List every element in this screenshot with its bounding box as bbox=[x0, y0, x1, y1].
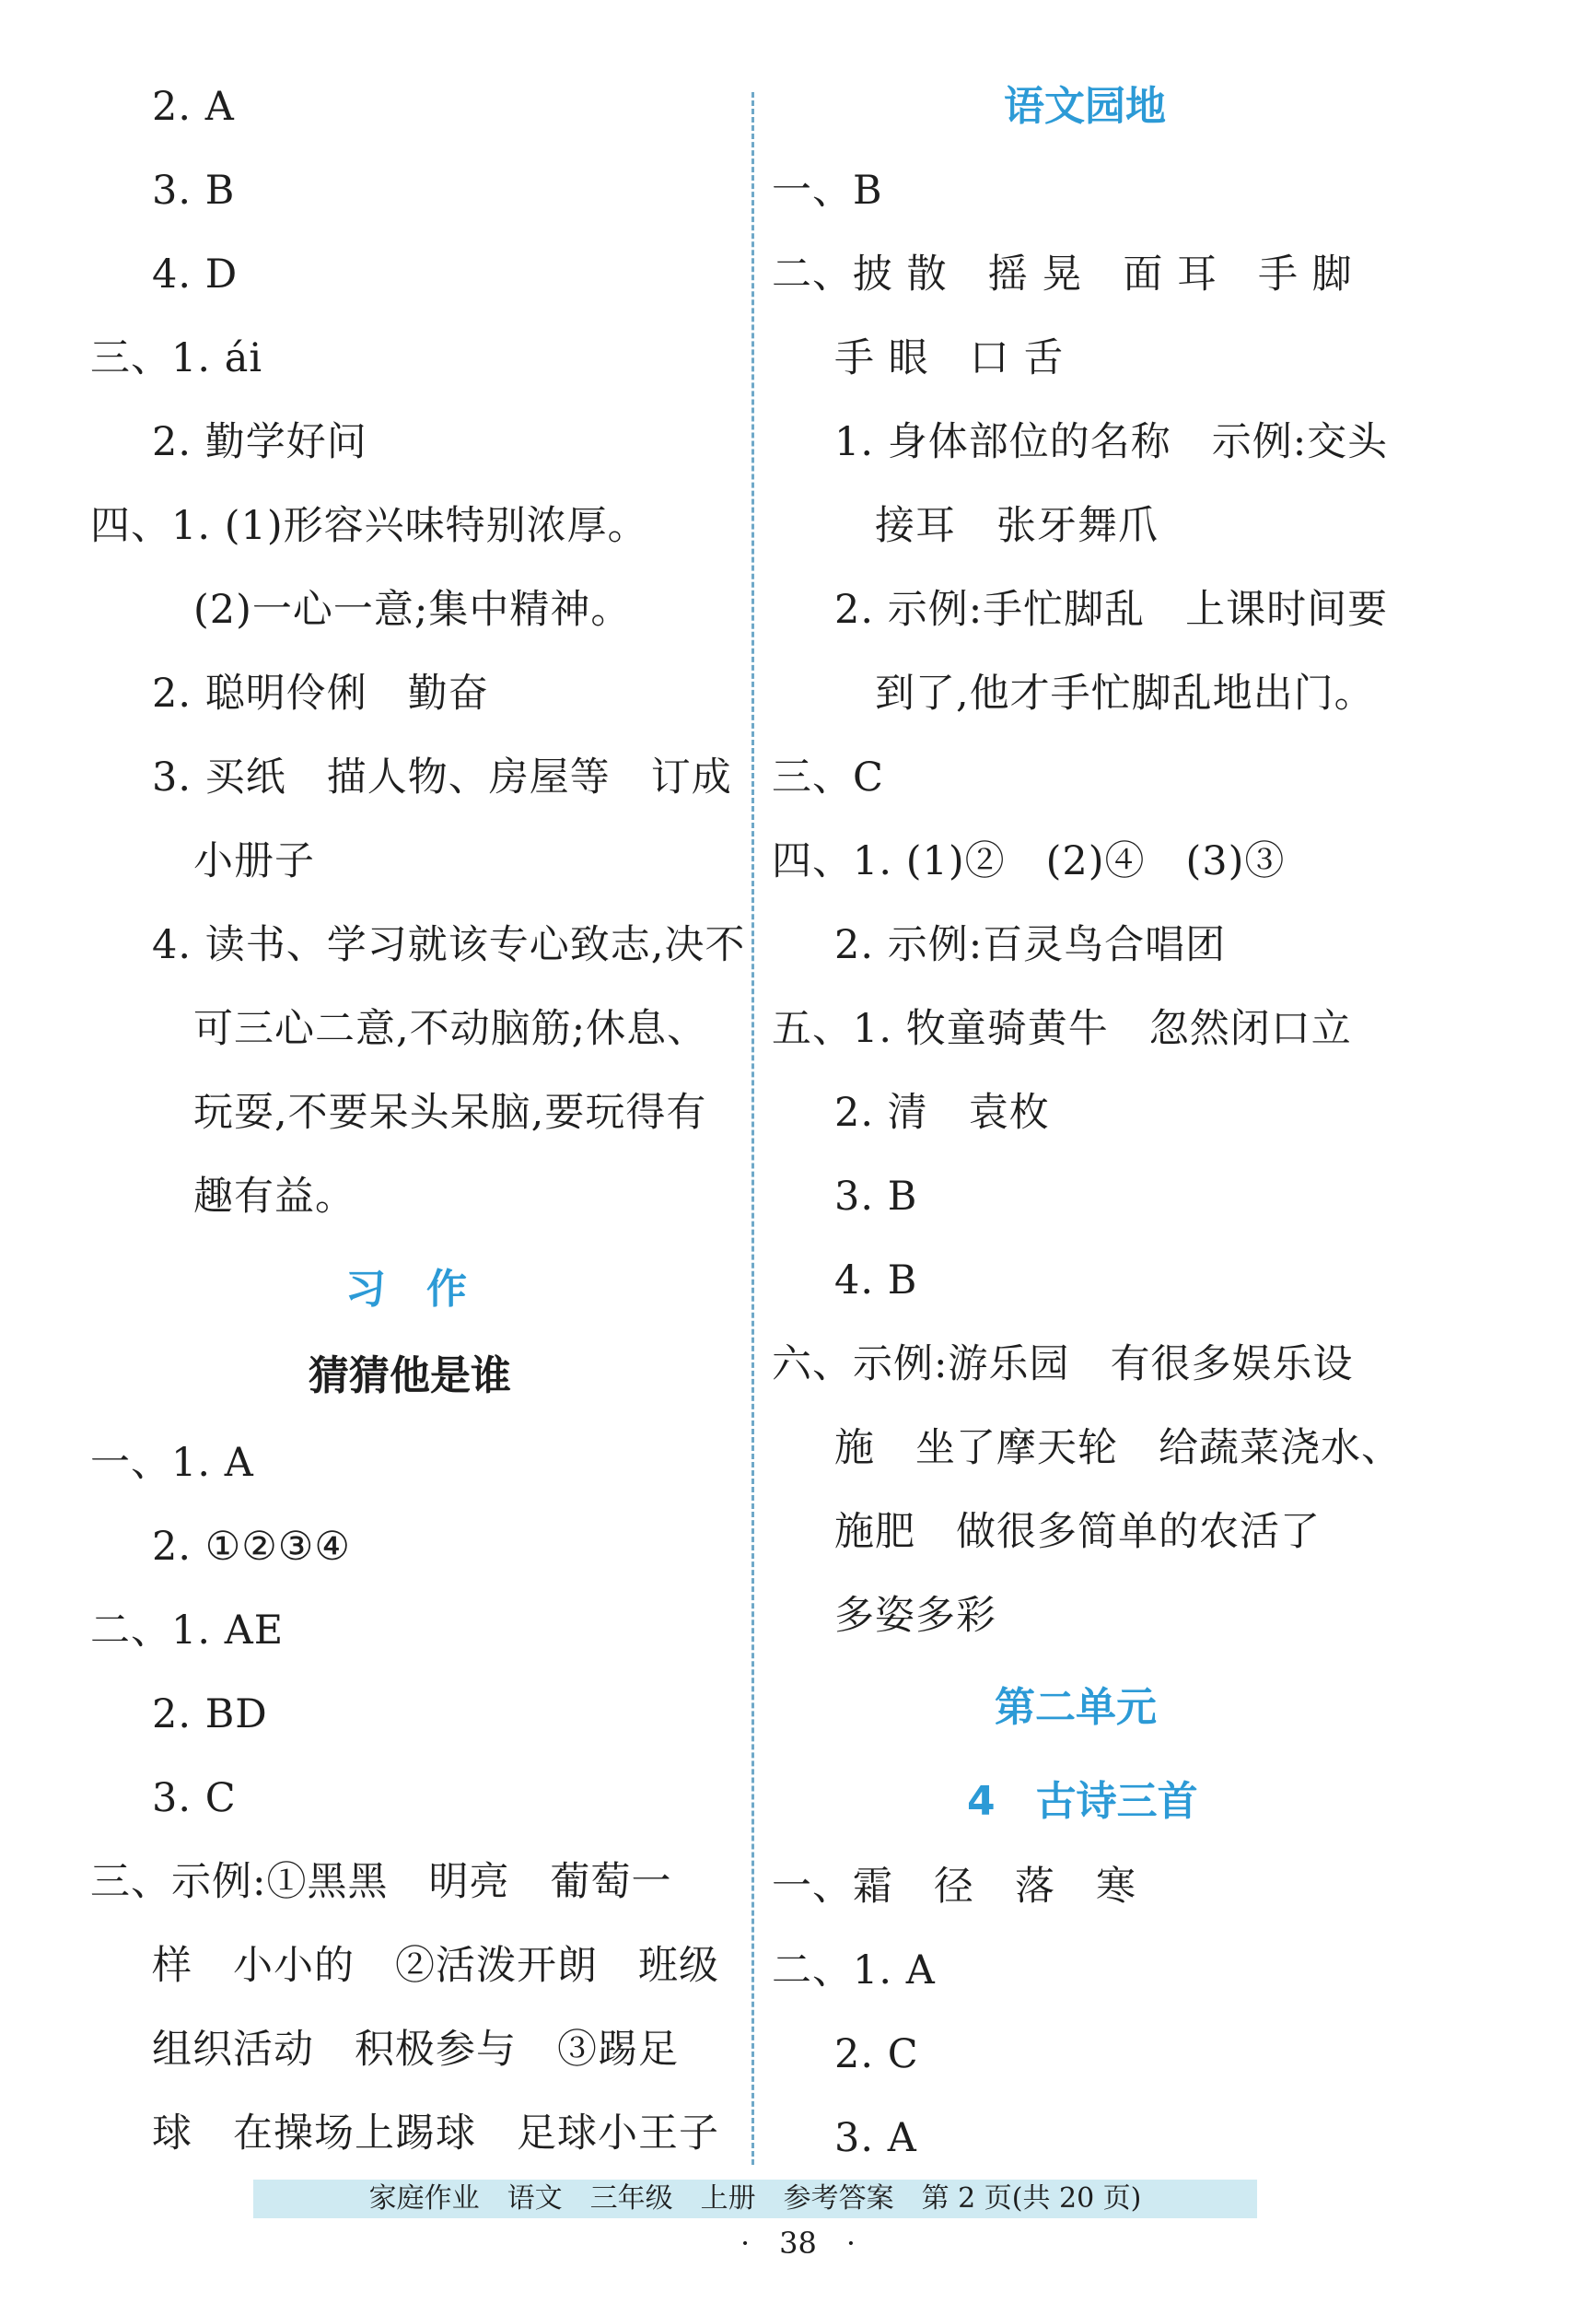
answer-line: 三、示例:①黑黑 明亮 葡萄一 bbox=[90, 1859, 672, 1905]
section-heading-xizuo: 习 作 bbox=[345, 1266, 467, 1313]
answer-line: 4. D bbox=[152, 251, 239, 298]
answer-line: 一、1. A bbox=[90, 1440, 254, 1486]
answer-line: 4. 读书、学习就该专心致志,决不 bbox=[152, 922, 746, 968]
answer-line: 二、1. A bbox=[772, 1947, 936, 1993]
answer-line: 可三心二意,不动脑筋;休息、 bbox=[193, 1006, 708, 1052]
answer-line: 玩耍,不要呆头呆脑,要玩得有 bbox=[193, 1090, 707, 1136]
answer-line: 3. 买纸 描人物、房屋等 订成 bbox=[152, 754, 732, 801]
answer-line: 趣有益。 bbox=[193, 1174, 355, 1220]
answer-line: 小册子 bbox=[193, 838, 315, 884]
answer-line: 三、C bbox=[772, 754, 884, 801]
answer-line: 六、示例:游乐园 有很多娱乐设 bbox=[772, 1341, 1354, 1387]
answer-line: 手 眼 口 舌 bbox=[834, 335, 1065, 381]
answer-line: (2)一心一意;集中精神。 bbox=[193, 587, 632, 633]
answer-line: 四、1. (1)② (2)④ (3)③ bbox=[772, 838, 1286, 884]
answer-line: 样 小小的 ②活泼开朗 班级 bbox=[152, 1943, 719, 1989]
answer-line: 一、B bbox=[772, 168, 883, 214]
answer-line: 到了,他才手忙脚乱地出门。 bbox=[875, 671, 1375, 717]
answer-line: 2. 勤学好问 bbox=[152, 419, 367, 465]
answer-line: 一、霜 径 落 寒 bbox=[772, 1864, 1136, 1910]
answer-line: 2. 聪明伶俐 勤奋 bbox=[152, 671, 489, 717]
section-heading-yuwen-yuandi: 语文园地 bbox=[1004, 83, 1166, 130]
answer-line: 二、1. AE bbox=[90, 1608, 285, 1654]
answer-line: 球 在操场上踢球 足球小王子 bbox=[152, 2110, 719, 2157]
answer-line: 2. A bbox=[152, 84, 235, 130]
answer-line: 3. C bbox=[152, 1775, 237, 1821]
column-divider bbox=[751, 92, 754, 2165]
answer-line: 2. C bbox=[834, 2031, 919, 2077]
answer-line: 2. 示例:百灵鸟合唱团 bbox=[834, 922, 1227, 968]
answer-line: 4. B bbox=[834, 1257, 918, 1304]
answer-line: 组织活动 积极参与 ③踢足 bbox=[152, 2027, 679, 2073]
footer-text: 家庭作业 语文 三年级 上册 参考答案 第 2 页(共 20 页) bbox=[368, 2182, 1142, 2215]
answer-line: 3. B bbox=[152, 168, 236, 214]
answer-line: 施肥 做很多简单的农活了 bbox=[834, 1509, 1321, 1555]
answer-line: 五、1. 牧童骑黄牛 忽然闭口立 bbox=[772, 1006, 1352, 1052]
answer-line: 多姿多彩 bbox=[834, 1593, 996, 1639]
section-heading-unit2: 第二单元 bbox=[995, 1684, 1157, 1731]
answer-line: 四、1. (1)形容兴味特别浓厚。 bbox=[90, 503, 648, 549]
answer-line: 2. 清 袁枚 bbox=[834, 1090, 1050, 1136]
answer-line: 接耳 张牙舞爪 bbox=[875, 503, 1159, 549]
section-heading-lesson4: 4 古诗三首 bbox=[967, 1778, 1198, 1825]
answer-line: 二、披 散 摇 晃 面 耳 手 脚 bbox=[772, 251, 1353, 298]
answer-line: 2. 示例:手忙脚乱 上课时间要 bbox=[834, 587, 1389, 633]
answer-line: 施 坐了摩天轮 给蔬菜浇水、 bbox=[834, 1425, 1402, 1471]
answer-line: 1. 身体部位的名称 示例:交头 bbox=[834, 419, 1389, 465]
answer-line: 3. A bbox=[834, 2115, 917, 2161]
answer-line: 2. ①②③④ bbox=[152, 1524, 351, 1570]
answer-line: 三、1. ái bbox=[90, 335, 263, 381]
answer-line: 3. B bbox=[834, 1174, 918, 1220]
answer-line: 2. BD bbox=[152, 1691, 268, 1737]
section-heading-caicai: 猜猜他是谁 bbox=[309, 1352, 511, 1399]
page-number: · 38 · bbox=[740, 2226, 856, 2261]
